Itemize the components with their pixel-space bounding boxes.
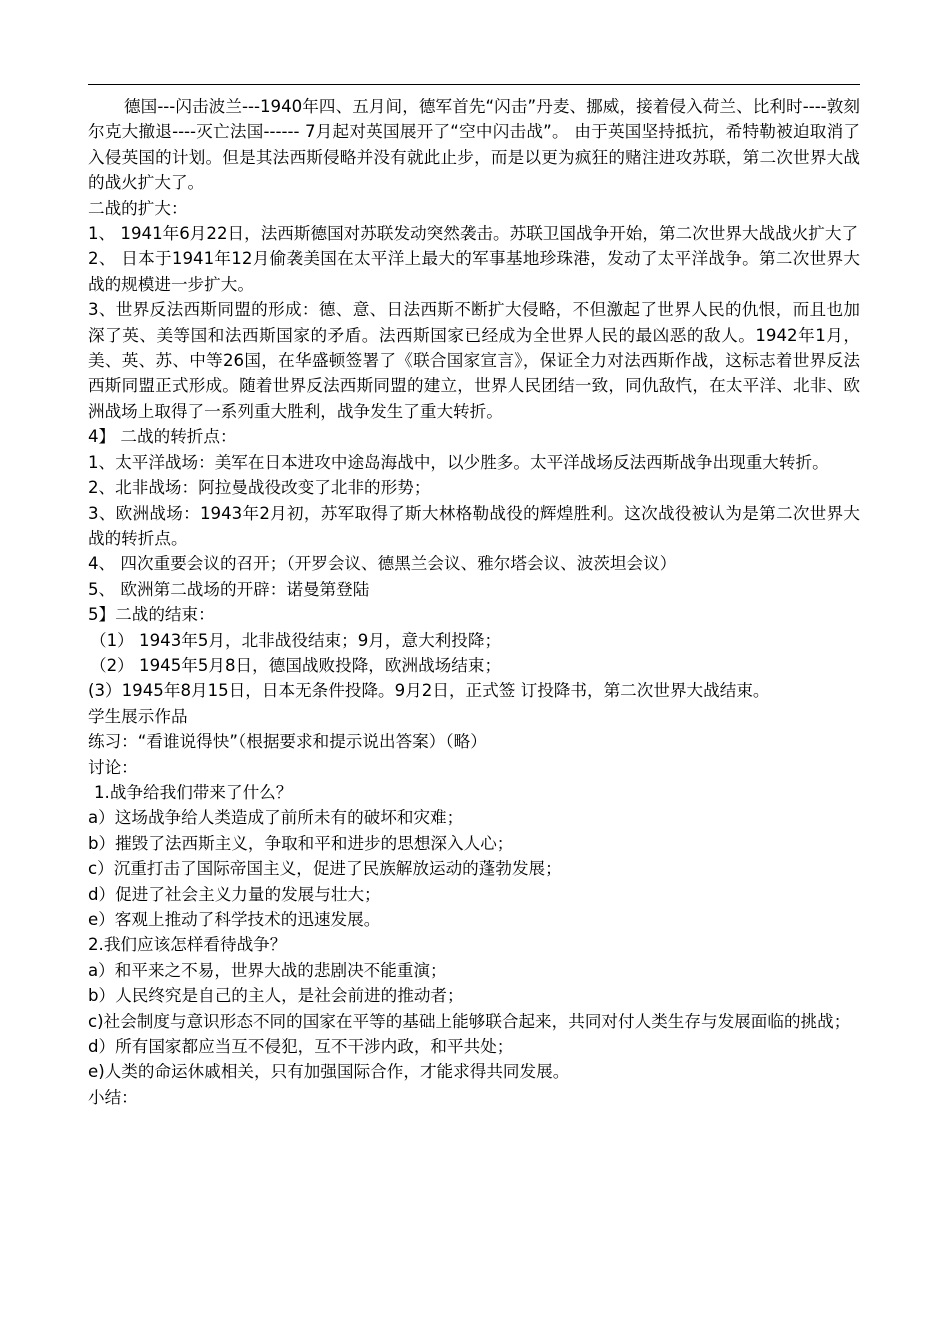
answer-2e: e)人类的命运休戚相关，只有加强国际合作，才能求得共同发展。 (88, 1062, 570, 1082)
answer-2a: a）和平来之不易，世界大战的悲剧决不能重演； (88, 960, 447, 980)
answer-1d: d）促进了社会主义力量的发展与壮大； (88, 884, 381, 904)
list-item-turning-4: 4、 四次重要会议的召开；（开罗会议、德黑兰会议、雅尔塔会议、波茨坦会议） (88, 554, 677, 574)
list-item-expansion-3: 3、世界反法西斯同盟的形成：德、意、日法西斯不断扩大侵略，不但激起了世界人民的仇恨，而且也加深了英、美等国和法西斯国家的矛盾。法西斯国家已经成为全世界人民的最凶恶的敌人。1942年1月，美、英、苏、中等26国，在华盛顿签署了《联合国家宣言》，保证全力对法西斯作战，这标志着世界反法西斯同盟正式形成。随着世界反法西斯同盟的建立，世界人民团结一致，同仇敌忾，在太平洋、北非、欧洲战场上取得了一系列重大胜利，战争发生了重大转折。 (88, 300, 860, 421)
list-item-turning-5: 5、 欧洲第二战场的开辟：诺曼第登陆 (88, 579, 370, 599)
list-item-end-1: （1） 1943年5月，北非战役结束；9月，意大利投降； (90, 630, 502, 650)
document-body (88, 94, 860, 1110)
question-2: 2.我们应该怎样看待战争？ (88, 935, 287, 955)
heading-discussion: 讨论： (88, 757, 138, 777)
question-1: 1.战争给我们带来了什么？ (94, 782, 293, 802)
line-exercise: 练习：“看谁说得快”（根据要求和提示说出答案）（略） (88, 732, 487, 752)
answer-1a: a）这场战争给人类造成了前所未有的破坏和灾难； (88, 808, 464, 828)
heading-turning-point: 4】 二战的转折点： (88, 427, 237, 447)
line-student-work: 学生展示作品 (88, 706, 188, 726)
answer-2c: c)社会制度与意识形态不同的国家在平等的基础上能够联合起来，共同对付人类生存与发展面临的挑战； (88, 1011, 851, 1031)
answer-2b: b）人民终究是自己的主人，是社会前进的推动者； (88, 986, 464, 1006)
list-item-turning-2: 2、北非战场：阿拉曼战役改变了北非的形势； (88, 478, 431, 498)
heading-war-expansion: 二战的扩大： (88, 198, 188, 218)
answer-1e: e）客观上推动了科学技术的迅速发展。 (88, 910, 381, 929)
answer-1c: c）沉重打击了国际帝国主义，促进了民族解放运动的蓬勃发展； (88, 859, 562, 879)
list-item-expansion-2: 2、 日本于1941年12月偷袭美国在太平洋上最大的军事基地珍珠港，发动了太平洋战争。第二次世界大战的规模进一步扩大。 (88, 249, 860, 294)
paragraph-intro: 德国---闪击波兰---1940年四、五月间，德军首先“闪击”丹麦、挪威，接着侵入荷兰、比利时----敦刻尔克大撤退----灭亡法国------ 7月起对英国展开了“空中闪击战”。 由于英国坚持抵抗，希特勒被迫取消了入侵英国的计划。但是其法西斯侵略并没有就此止步，而是以更为疯狂的赌注进攻苏联，第二次世界大战的战火扩大了。 (88, 97, 860, 193)
list-item-expansion-1: 1、 1941年6月22日，法西斯德国对苏联发动突然袭击。苏联卫国战争开始，第二次世界大战战火扩大了 (88, 224, 859, 244)
list-item-end-3: (3）1945年8月15日，日本无条件投降。9月2日，正式签 订投降书，第二次世界大战结束。 (88, 681, 770, 701)
answer-1b: b）摧毁了法西斯主义，争取和平和进步的思想深入人心； (88, 833, 514, 853)
list-item-end-2: （2） 1945年5月8日，德国战败投降，欧洲战场结束； (90, 655, 502, 675)
heading-summary: 小结： (88, 1087, 138, 1107)
list-item-turning-3: 3、欧洲战场：1943年2月初，苏军取得了斯大林格勒战役的辉煌胜利。这次战役被认为是第二次世界大战的转折点。 (88, 503, 860, 548)
answer-2d: d）所有国家都应当互不侵犯，互不干涉内政，和平共处； (88, 1037, 514, 1057)
heading-war-end: 5】二战的结束： (88, 605, 215, 625)
header-rule (88, 84, 860, 85)
list-item-turning-1: 1、太平洋战场：美军在日本进攻中途岛海战中，以少胜多。太平洋战场反法西斯战争出现重大转折。 (88, 452, 829, 472)
